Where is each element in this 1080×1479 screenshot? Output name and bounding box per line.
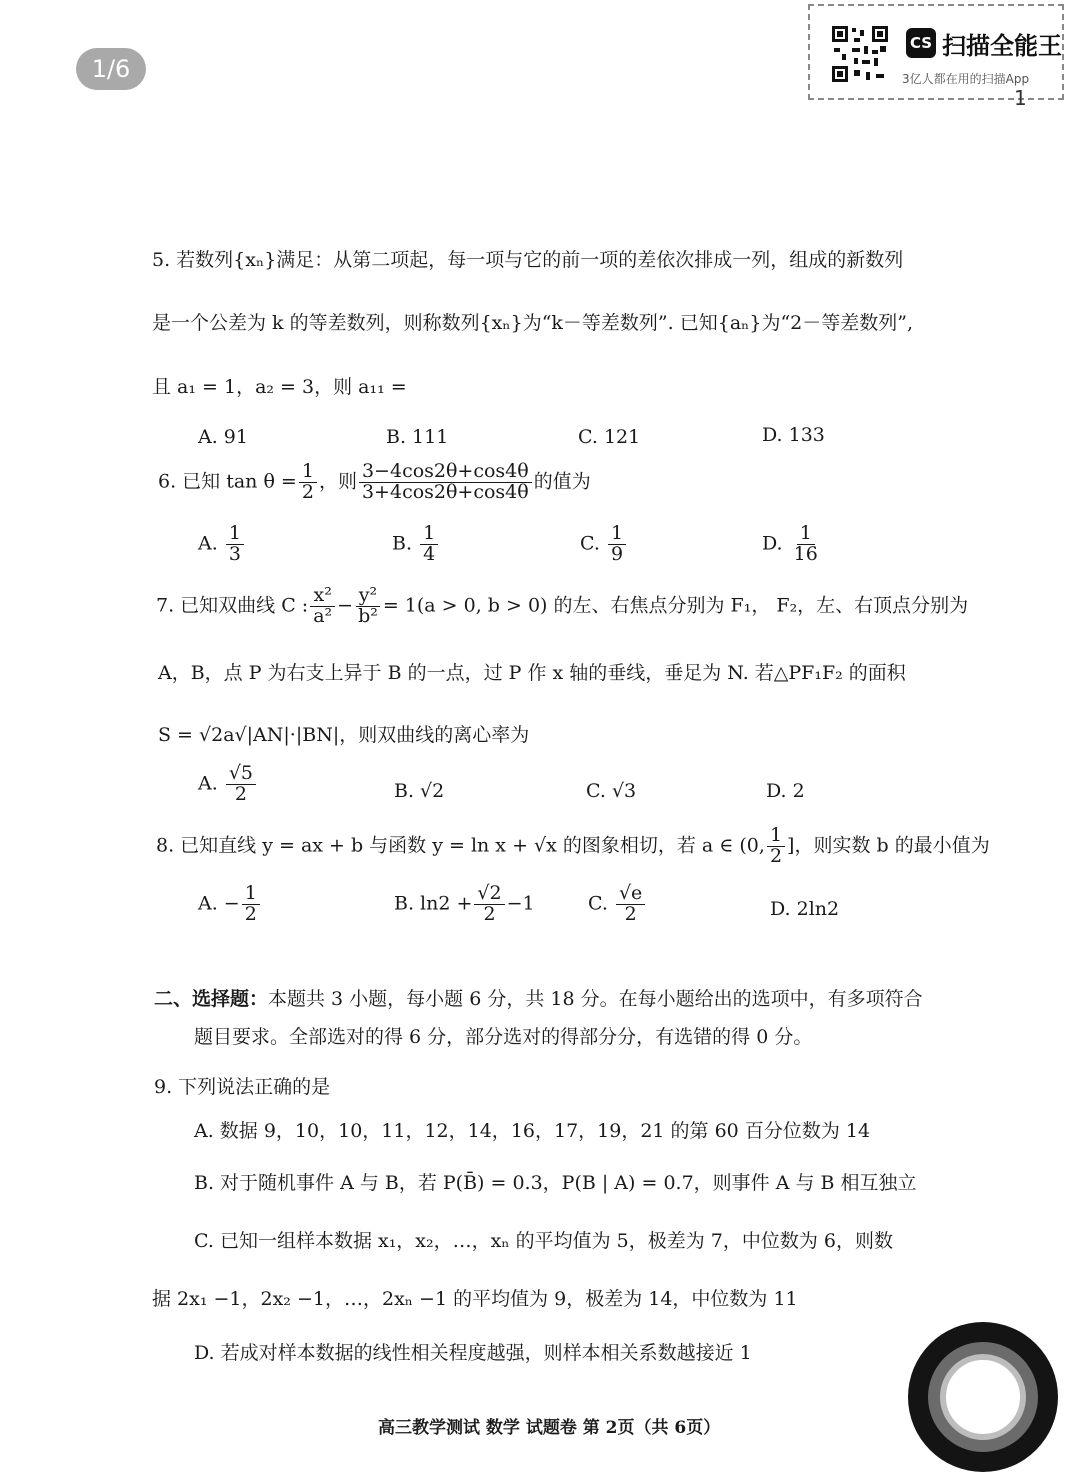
q6-prefix: 6. 已知 tan θ = <box>158 470 297 493</box>
q7-minus: − <box>337 594 354 617</box>
q6-option-a-num: 1 <box>226 524 244 545</box>
floating-scroll-button[interactable] <box>908 1322 1058 1472</box>
q6-option-d <box>762 524 823 565</box>
q7-y-den: b² <box>358 604 378 627</box>
q8-option-a-label: A. − <box>198 892 240 915</box>
q8-option-b-label: B. ln2 + <box>394 892 473 915</box>
section2-line1-rest: 本题共 3 小题，每小题 6 分，共 18 分。在每小题给出的选项中，有多项符合 <box>268 988 923 1010</box>
q7-y-num: y² <box>356 586 380 607</box>
q7-option-a-label: A. <box>198 772 218 795</box>
q8-option-c <box>588 884 647 925</box>
q6-option-d-num: 1 <box>797 524 815 545</box>
q9-option-c-line-1: C. 已知一组样本数据 x₁，x₂，…，xₙ 的平均值为 5，极差为 7，中位数为 6，则数 <box>194 1230 894 1252</box>
q7-option-c: C. √3 <box>586 780 637 802</box>
q6-given-fraction <box>299 462 317 503</box>
q8-range-den: 2 <box>769 844 783 867</box>
q7-option-a <box>198 764 258 805</box>
q5-option-b: B. 111 <box>386 426 449 448</box>
q7-option-b: B. √2 <box>394 780 445 802</box>
q6-option-c <box>580 524 628 565</box>
q8-option-c-num: √e <box>616 884 645 905</box>
q6-option-d-label: D. <box>762 532 783 555</box>
brand-name: 扫描全能王 <box>942 32 1062 60</box>
corner-mark: 1 <box>1014 86 1027 110</box>
q5-option-c: C. 121 <box>578 426 641 448</box>
floating-button-ring <box>928 1342 1038 1452</box>
q6-given-num: 1 <box>299 462 317 483</box>
q9-option-d: D. 若成对样本数据的线性相关程度越强，则样本相关系数越接近 1 <box>194 1342 752 1364</box>
q7-line-2: A，B，点 P 为右支上异于 B 的一点，过 P 作 x 轴的垂线，垂足为 N. 若△PF₁F₂ 的面积 <box>158 662 906 684</box>
q9-stem: 9. 下列说法正确的是 <box>154 1076 331 1098</box>
q8-option-b-den: 2 <box>483 902 496 925</box>
q6-expr-num: 3−4cos2θ+cos4θ <box>359 462 532 483</box>
q8-option-b-num: √2 <box>474 884 504 905</box>
q6-option-d-den: 16 <box>793 542 818 565</box>
q6-mid: ，则 <box>318 470 357 493</box>
q9-option-c-line-2: 据 2x₁ −1，2x₂ −1，…，2xₙ −1 的平均值为 9，极差为 14，中位数为 11 <box>152 1288 798 1310</box>
q7-option-d: D. 2 <box>766 780 805 802</box>
q7-y-fraction <box>355 586 381 627</box>
q8-option-c-den: 2 <box>624 902 637 925</box>
q7-x-num: x² <box>310 586 334 607</box>
q7-option-a-num: √5 <box>226 764 256 785</box>
q7-line-1 <box>156 586 968 627</box>
section2-heading: 二、选择题： <box>154 988 269 1010</box>
floating-button-center <box>940 1354 1026 1440</box>
q5-line-1: 5. 若数列{xₙ}满足：从第二项起，每一项与它的前一项的差依次排成一列，组成的新数列 <box>152 249 904 271</box>
q7-suffix: = 1(a > 0, b > 0) 的左、右焦点分别为 F₁， F₂，左、右顶点分别为 <box>382 594 969 617</box>
q8-option-d: D. 2ln2 <box>770 898 840 920</box>
q5-option-a: A. 91 <box>198 426 248 448</box>
q6-expr-den: 3+4cos2θ+cos4θ <box>361 480 529 503</box>
q6-option-b-num: 1 <box>420 524 438 545</box>
q6-option-b <box>392 524 440 565</box>
q6-suffix: 的值为 <box>533 470 591 493</box>
q6-expression <box>359 462 532 503</box>
q8-range-fraction <box>767 826 785 867</box>
q6-stem <box>158 462 591 503</box>
q7-option-a-den: 2 <box>234 782 247 805</box>
q6-option-a-label: A. <box>198 532 218 555</box>
q6-given-den: 2 <box>301 480 314 503</box>
q9-option-a: A. 数据 9，10，10，11，12，14，16，17，19，21 的第 60 百分位数为 14 <box>194 1120 871 1142</box>
page-footer: 高三教学测试 数学 试题卷 第 2页（共 6页） <box>378 1418 721 1438</box>
q9-option-b: B. 对于随机事件 A 与 B，若 P(B̄) = 0.3，P(B | A) = 0.7，则事件 A 与 B 相互独立 <box>194 1172 917 1194</box>
page-indicator: 1/6 <box>76 48 146 90</box>
q6-option-c-label: C. <box>580 532 600 555</box>
q8-prefix: 8. 已知直线 y = ax + b 与函数 y = ln x + √x 的图象相切，若 a ∈ (0, <box>156 834 765 857</box>
q8-suffix: ]，则实数 b 的最小值为 <box>787 834 990 857</box>
q8-line-1 <box>156 826 990 867</box>
q5-line-3: 且 a₁ = 1，a₂ = 3，则 a₁₁ = <box>152 376 407 398</box>
camscanner-logo-icon: CS <box>906 28 936 58</box>
q5-line-2: 是一个公差为 k 的等差数列，则称数列{xₙ}为“k－等差数列”. 已知{aₙ}为“2－等差数列”, <box>152 312 914 334</box>
q8-option-b <box>394 884 535 925</box>
q7-line-3: S = √2a√|AN|·|BN|，则双曲线的离心率为 <box>158 724 530 746</box>
q8-option-a <box>198 884 262 925</box>
q6-option-c-den: 9 <box>610 542 624 565</box>
q6-option-c-num: 1 <box>608 524 626 545</box>
q7-x-den: a² <box>313 604 333 627</box>
q6-option-a <box>198 524 246 565</box>
brand-tagline: 3亿人都在用的扫描App <box>902 72 1030 86</box>
q6-option-b-label: B. <box>392 532 413 555</box>
q8-option-b-tail: −1 <box>506 892 535 915</box>
q7-x-fraction <box>310 586 335 627</box>
q8-option-a-den: 2 <box>244 902 257 925</box>
section2-heading-line-2: 题目要求。全部选对的得 6 分，部分选对的得部分分，有选错的得 0 分。 <box>194 1026 813 1048</box>
section2-heading-line-1 <box>154 984 923 1011</box>
q7-prefix: 7. 已知双曲线 C : <box>156 594 309 617</box>
q6-option-b-den: 4 <box>423 542 436 565</box>
q8-range-num: 1 <box>767 826 785 847</box>
q8-option-c-label: C. <box>588 892 608 915</box>
q6-option-a-den: 3 <box>228 542 241 565</box>
q5-option-d: D. 133 <box>762 424 825 446</box>
q8-option-a-num: 1 <box>242 884 260 905</box>
